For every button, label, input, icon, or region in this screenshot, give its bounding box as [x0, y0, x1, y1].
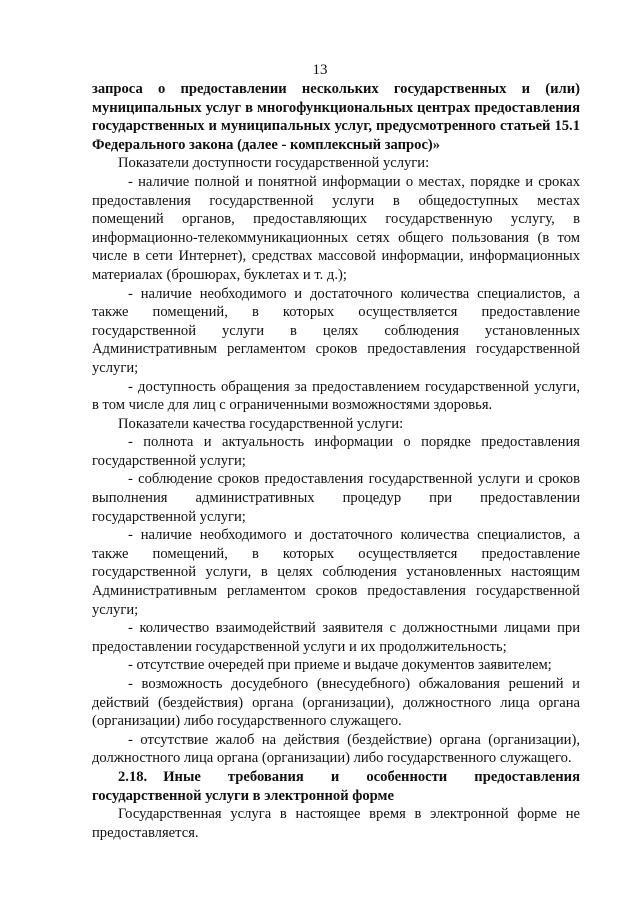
page-number: 13 — [312, 62, 328, 78]
quality-item: - количество взаимодействий заявителя с должностными лицами при предоставлении государственной услуги и их продолжительность; — [92, 620, 580, 655]
accessibility-item: - доступность обращения за предоставлением государственной услуги, в том числе для лиц с ограниченными возможностями здоровья. — [92, 378, 580, 414]
document-body — [92, 80, 580, 842]
section-number: 2.18. — [118, 768, 148, 785]
heading-continuation: запроса о предоставлении нескольких государственных и (или) муниципальных услуг в многофункциональных центрах предоставления государственных и муниципальных услуг, предусмотренного статьей 15.1 Федерального закона (далее - комплексный запрос)» — [92, 81, 580, 153]
section-text: Государственная услуга в настоящее время в электронной форме не предоставляется. — [92, 806, 580, 841]
quality-item: - наличие необходимого и достаточного количества специалистов, а также помещений, в которых осуществляется предоставление государственной услуги, в целях соблюдения установленных настоящим Административным регламентом сроков предоставления государственной услуги; — [92, 527, 580, 618]
section-title-line1: Иные требования и особенности предоставления — [163, 768, 580, 785]
section-heading — [92, 768, 580, 787]
quality-item: - возможность досудебного (внесудебного) обжалования решений и действий (бездействия) органа (организации), должностного лица органа (организации) либо государственного служащего. — [92, 676, 580, 730]
quality-item: - полнота и актуальность информации о порядке предоставления государственной услуги; — [92, 434, 580, 469]
quality-item: - отсутствие очередей при приеме и выдаче документов заявителем; — [128, 657, 552, 674]
accessibility-item: - наличие полной и понятной информации о местах, порядке и сроках предоставления государственной услуги в общедоступных местах помещений органов, предоставляющих государственную услугу, в информационно-телекоммуникационных сетях общего пользования (в том числе в сети Интернет), средствах массовой информации, информационных материалах (брошюрах, буклетах и т. д.); — [92, 173, 580, 283]
section-title-line2: государственной услуги в электронной форме — [92, 787, 394, 804]
accessibility-intro: Показатели доступности государственной услуги: — [118, 155, 430, 172]
quality-item: - отсутствие жалоб на действия (бездействие) органа (организации), должностного лица органа (организации) либо государственного служащего. — [92, 731, 580, 767]
quality-item: - соблюдение сроков предоставления государственной услуги и сроков выполнения административных процедур при предоставлении государственной услуги; — [92, 471, 580, 525]
accessibility-item: - наличие необходимого и достаточного количества специалистов, а также помещений, в которых осуществляется предоставление государственной услуги в целях соблюдения установленных Административным регламентом сроков предоставления государственной услуги; — [92, 285, 580, 376]
quality-intro: Показатели качества государственной услуги: — [118, 415, 404, 432]
